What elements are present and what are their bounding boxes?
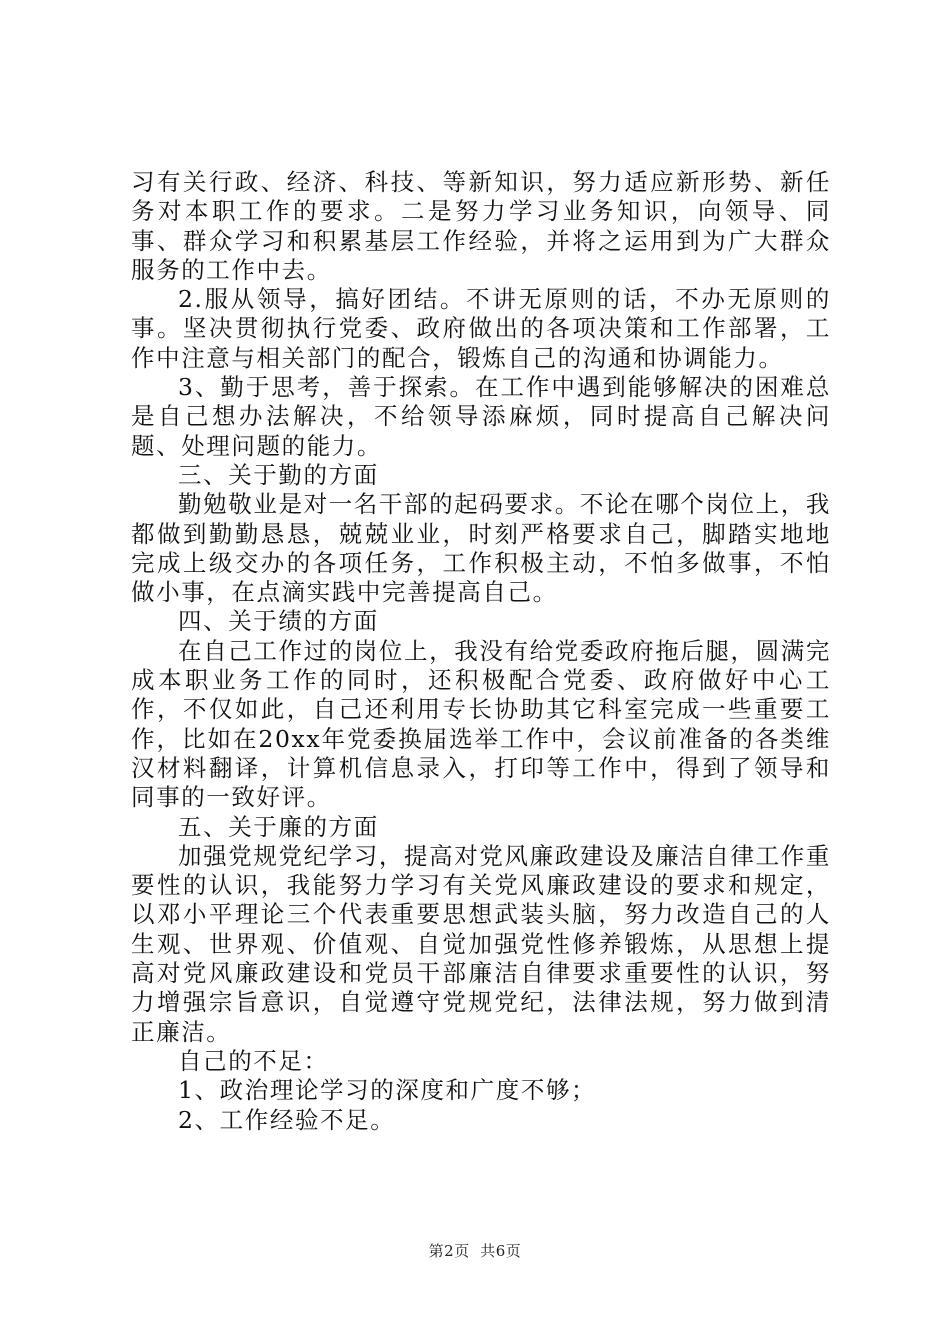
shortcoming-item-2: 2、工作经验不足。 <box>178 1105 396 1134</box>
paragraph-6: 加强党规党纪学习，提高对党风廉政建设及廉洁自律工作重要性的认识，我能努力学习有关党风廉政建设的要求和规定，以邓小平理论三个代表重要思想武装头脑，努力改造自己的人生观、世界观、价值观、自觉加强党性修养锻炼，从思想上提高对党风廉政建设和党员干部廉洁自律要求重要性的认识，努力增强宗旨意识，自觉遵守党规党纪，法律法规，努力做到清正廉洁。 <box>131 841 831 1046</box>
paragraph-4: 勤勉敬业是对一名干部的起码要求。不论在哪个岗位上，我都做到勤勤恳恳，兢兢业业，时刻严格要求自己，脚踏实地地完成上级交办的各项任务，工作积极主动，不怕多做事，不怕做小事，在点滴实践中完善提高自己。 <box>131 490 831 607</box>
section-heading-diligence: 三、关于勤的方面 <box>178 460 379 489</box>
paragraph-2: 2.服从领导，搞好团结。不讲无原则的话，不办无原则的事。坚决贯彻执行党委、政府做出的各项决策和工作部署，工作中注意与相关部门的配合，锻炼自己的沟通和协调能力。 <box>131 285 831 372</box>
shortcomings-heading: 自己的不足： <box>178 1046 329 1075</box>
paragraph-3: 3、勤于思考，善于探索。在工作中遇到能够解决的困难总是自己想办法解决，不给领导添麻烦，同时提高自己解决问题、处理问题的能力。 <box>131 373 831 460</box>
document-body <box>131 168 831 1135</box>
section-heading-integrity: 五、关于廉的方面 <box>178 812 379 841</box>
page-number: 第2页 <box>428 1242 470 1260</box>
paragraph-5: 在自己工作过的岗位上，我没有给党委政府拖后腿，圆满完成本职业务工作的同时，还积极配合党委、政府做好中心工作，不仅如此，自己还利用专长协助其它科室完成一些重要工作，比如在20xx年党委换届选举工作中，会议前准备的各类维汉材料翻译，计算机信息录入，打印等工作中，得到了领导和同事的一致好评。 <box>131 636 831 812</box>
page-total: 共6页 <box>480 1242 522 1260</box>
page-footer <box>0 1240 950 1261</box>
paragraph-1: 习有关行政、经济、科技、等新知识，努力适应新形势、新任务对本职工作的要求。二是努力学习业务知识，向领导、同事、群众学习和积累基层工作经验，并将之运用到为广大群众服务的工作中去。 <box>131 168 831 284</box>
shortcoming-item-1: 1、政治理论学习的深度和广度不够； <box>178 1076 597 1105</box>
section-heading-performance: 四、关于绩的方面 <box>178 607 379 636</box>
